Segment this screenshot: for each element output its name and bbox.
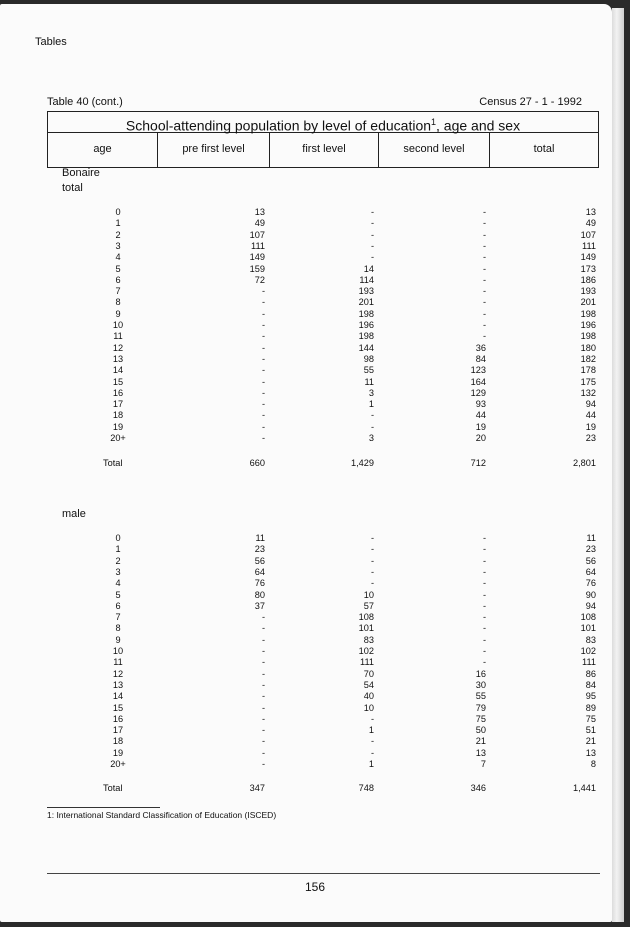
table-row (0, 611, 612, 623)
table-row (0, 364, 612, 376)
table-row (0, 376, 612, 388)
second-level-cell: 164 (470, 376, 486, 387)
table-row (0, 421, 612, 433)
second-level-cell: 30 (475, 679, 486, 690)
total-cell: 89 (585, 702, 596, 713)
document-page (0, 4, 612, 922)
table-title-text: School-attending population by level of education (125, 117, 432, 134)
second-level-cell: - (482, 612, 486, 623)
pre-first-level-cell: - (261, 668, 265, 679)
total-cell: 111 (582, 657, 596, 668)
column-header-second-level: second level (379, 132, 490, 167)
census-date: Census 27 - 1 - 1992 (479, 96, 582, 108)
table-row (0, 634, 612, 646)
total-cell: 23 (585, 433, 596, 443)
second-level-cell: - (482, 634, 486, 645)
second-level-cell: - (482, 286, 486, 297)
pre-first-level-cell: - (261, 691, 265, 702)
table-row (0, 353, 612, 365)
total-cell: 86 (585, 668, 596, 679)
table-row (0, 206, 612, 218)
total-cell: 108 (580, 612, 596, 623)
first-level-cell: 10 (363, 702, 374, 713)
table-title (48, 112, 598, 133)
first-level-cell: 102 (358, 646, 374, 656)
second-level-cell: 79 (475, 702, 486, 713)
age-cell: 4 (115, 252, 121, 263)
pre-first-level-cell: - (261, 759, 265, 769)
island-label: Bonaire (62, 167, 100, 179)
second-level-cell: 19 (475, 421, 486, 432)
total-cell: 111 (582, 240, 596, 251)
pre-first-level-cell: 72 (254, 274, 265, 285)
first-level-cell: 1 (368, 399, 374, 410)
table-row (0, 532, 612, 544)
first-level-cell: - (370, 252, 374, 263)
first-level-cell: 198 (358, 331, 374, 342)
total-cell: 101 (580, 623, 596, 634)
total-first-level: 748 (358, 783, 374, 793)
table-header-box (47, 111, 599, 168)
second-level-cell: - (482, 646, 486, 656)
age-cell: 2 (115, 555, 121, 566)
first-level-cell: 57 (363, 600, 374, 611)
pre-first-level-cell: - (261, 747, 265, 758)
total-cell: 19 (585, 421, 596, 432)
first-level-cell: - (370, 578, 374, 589)
first-level-cell: 70 (363, 668, 374, 679)
table-row (0, 589, 612, 601)
second-level-cell: 36 (475, 342, 486, 353)
total-cell: 175 (580, 376, 596, 387)
table-row (0, 296, 612, 308)
table-row (0, 713, 612, 725)
second-level-cell: - (482, 544, 486, 555)
table-row (0, 432, 612, 444)
age-cell: 4 (115, 578, 121, 589)
table-row (0, 263, 612, 275)
page-bottom-rule (47, 873, 600, 874)
table-row (0, 217, 612, 229)
total-second-level: 712 (470, 458, 486, 468)
second-level-cell: 44 (475, 410, 486, 421)
first-level-cell: - (370, 544, 374, 555)
age-cell: 20+ (110, 433, 126, 443)
pre-first-level-cell: - (261, 353, 265, 364)
total-cell: 173 (580, 263, 596, 274)
pre-first-level-cell: - (261, 342, 265, 353)
pre-first-level-cell: - (261, 679, 265, 690)
second-level-cell: - (482, 263, 486, 274)
pre-first-level-cell: 159 (249, 263, 265, 274)
pre-first-level-cell: - (261, 331, 265, 342)
second-level-cell: - (482, 218, 486, 229)
age-cell: 12 (112, 342, 124, 353)
table-row (0, 308, 612, 320)
second-level-cell: - (482, 657, 486, 668)
table-row (0, 555, 612, 567)
age-cell: 10 (112, 320, 124, 330)
table-row (0, 251, 612, 263)
age-cell: 1 (115, 544, 121, 555)
total-cell: 149 (580, 252, 596, 263)
first-level-cell: 111 (360, 657, 374, 668)
pre-first-level-cell: - (261, 634, 265, 645)
total-cell: 180 (580, 342, 596, 353)
column-header-total: total (533, 143, 555, 155)
first-level-cell: - (370, 229, 374, 240)
second-level-cell: 20 (475, 433, 486, 443)
age-cell: 19 (112, 747, 124, 758)
table-row (0, 622, 612, 634)
total-cell: 51 (585, 725, 596, 736)
age-cell: 7 (115, 612, 121, 623)
pre-first-level-cell: - (261, 320, 265, 330)
age-cell: 6 (115, 600, 121, 611)
footnote-marker: 1 (431, 117, 437, 127)
page-number: 156 (304, 880, 326, 894)
total-first-level: 1,429 (351, 458, 374, 468)
age-cell: 7 (115, 286, 121, 297)
column-header-pre-first-level: pre first level (158, 132, 270, 167)
age-cell: 20+ (110, 759, 126, 769)
table-row (0, 387, 612, 399)
pre-first-level-cell: 80 (254, 589, 265, 600)
pre-first-level-cell: 76 (254, 578, 265, 589)
second-level-cell: - (482, 207, 486, 217)
table-title-suffix: , age and sex (436, 117, 521, 134)
age-cell: 8 (115, 623, 121, 634)
age-cell: 16 (112, 713, 124, 724)
table-row (0, 577, 612, 589)
total-cell: 76 (585, 578, 596, 589)
total-total: 1,441 (573, 783, 596, 793)
first-level-cell: - (370, 218, 374, 229)
total-total: 2,801 (573, 458, 596, 468)
group-label-male: male (62, 508, 86, 520)
table-row (0, 319, 612, 331)
age-cell: 8 (115, 297, 121, 308)
total-cell: 102 (580, 646, 596, 656)
first-level-cell: 98 (363, 353, 374, 364)
pre-first-level-cell: - (261, 657, 265, 668)
age-cell: 10 (112, 646, 124, 656)
pre-first-level-cell: - (261, 297, 265, 308)
second-level-cell: - (482, 274, 486, 285)
second-level-cell: 75 (475, 713, 486, 724)
first-level-cell: 101 (358, 623, 374, 634)
second-level-cell: 13 (475, 747, 486, 758)
total-label: Total (103, 458, 123, 468)
age-cell: 2 (115, 229, 121, 240)
age-cell: 19 (112, 421, 124, 432)
age-cell: 15 (112, 376, 124, 387)
age-cell: 0 (115, 207, 121, 217)
total-cell: 13 (585, 747, 596, 758)
age-cell: 14 (112, 365, 124, 376)
first-level-cell: - (370, 566, 374, 577)
pre-first-level-cell: 23 (254, 544, 265, 555)
second-level-cell: - (482, 555, 486, 566)
second-level-cell: - (482, 578, 486, 589)
second-level-cell: 55 (475, 691, 486, 702)
pre-first-level-cell: - (261, 376, 265, 387)
total-pre-first-level: 347 (249, 783, 265, 793)
total-cell: 182 (580, 353, 596, 364)
second-level-cell: - (482, 589, 486, 600)
second-level-cell: 16 (475, 668, 486, 679)
total-cell: 198 (580, 331, 596, 342)
pre-first-level-cell: - (261, 387, 265, 398)
second-level-cell: 123 (470, 365, 486, 376)
second-level-cell: - (482, 297, 486, 308)
total-label: Total (103, 783, 123, 793)
pre-first-level-cell: 11 (255, 533, 265, 543)
total-cell: 83 (585, 634, 596, 645)
footnote-divider (47, 807, 160, 808)
second-level-cell: 7 (480, 759, 486, 769)
total-cell: 196 (580, 320, 596, 330)
pre-first-level-cell: - (261, 433, 265, 443)
pre-first-level-cell: - (261, 646, 265, 656)
total-cell: 49 (585, 218, 596, 229)
total-cell: 201 (580, 297, 596, 308)
age-cell: 1 (115, 218, 121, 229)
group-label-total: total (62, 182, 83, 194)
pre-first-level-cell: - (261, 365, 265, 376)
pre-first-level-cell: - (261, 713, 265, 724)
second-level-cell: - (482, 229, 486, 240)
table-row (0, 240, 612, 252)
total-cell: 132 (580, 387, 596, 398)
age-cell: 9 (115, 634, 121, 645)
first-level-cell: 193 (358, 286, 374, 297)
table-row (0, 758, 612, 770)
pre-first-level-cell: 149 (249, 252, 265, 263)
age-cell: 3 (115, 566, 121, 577)
second-level-cell: - (482, 308, 486, 319)
total-second-level: 346 (470, 783, 486, 793)
total-cell: 13 (585, 207, 596, 217)
total-cell: 8 (590, 759, 596, 769)
first-level-cell: 1 (368, 759, 374, 769)
second-level-cell: - (482, 240, 486, 251)
table-row (0, 645, 612, 657)
age-cell: 6 (115, 274, 121, 285)
running-head: Tables (35, 36, 67, 48)
age-cell: 3 (115, 240, 121, 251)
age-cell: 5 (115, 263, 121, 274)
pre-first-level-cell: - (261, 736, 265, 747)
table-row (0, 724, 612, 736)
pre-first-level-cell: 64 (254, 566, 265, 577)
age-cell: 17 (112, 725, 124, 736)
second-level-cell: 50 (475, 725, 486, 736)
table-row (0, 274, 612, 286)
total-cell: 90 (585, 589, 596, 600)
table-row (0, 285, 612, 297)
first-level-cell: 83 (363, 634, 374, 645)
pre-first-level-cell: 107 (249, 229, 265, 240)
pre-first-level-cell: - (261, 702, 265, 713)
total-row (0, 782, 612, 794)
total-cell: 84 (585, 679, 596, 690)
table-row (0, 409, 612, 421)
second-level-cell: - (482, 320, 486, 330)
second-level-cell: 21 (475, 736, 486, 747)
age-cell: 18 (112, 410, 124, 421)
column-header-first-level: first level (270, 132, 379, 167)
pre-first-level-cell: - (261, 308, 265, 319)
total-cell: 193 (580, 286, 596, 297)
age-cell: 0 (115, 533, 121, 543)
age-cell: 16 (112, 387, 124, 398)
age-cell: 18 (112, 736, 124, 747)
first-level-cell: - (370, 555, 374, 566)
second-level-cell: - (482, 623, 486, 634)
pre-first-level-cell: 49 (254, 218, 265, 229)
first-level-cell: 108 (358, 612, 374, 623)
table-row (0, 543, 612, 555)
first-level-cell: 55 (363, 365, 374, 376)
table-row (0, 229, 612, 241)
table-row (0, 690, 612, 702)
first-level-cell: 3 (368, 433, 374, 443)
table-row (0, 656, 612, 668)
first-level-cell: - (370, 736, 374, 747)
first-level-cell: 201 (358, 297, 374, 308)
pre-first-level-cell: 37 (254, 600, 265, 611)
total-cell: 94 (585, 600, 596, 611)
total-cell: 44 (585, 410, 596, 421)
pre-first-level-cell: - (261, 399, 265, 410)
first-level-cell: 198 (358, 308, 374, 319)
table-row (0, 398, 612, 410)
total-cell: 198 (580, 308, 596, 319)
age-cell: 13 (112, 679, 124, 690)
age-cell: 11 (113, 657, 123, 668)
age-cell: 11 (113, 331, 123, 342)
pre-first-level-cell: 111 (251, 240, 265, 251)
age-cell: 5 (115, 589, 121, 600)
second-level-cell: - (482, 600, 486, 611)
column-header-age: age (48, 132, 158, 167)
total-cell: 21 (585, 736, 596, 747)
total-pre-first-level: 660 (249, 458, 265, 468)
table-label: Table 40 (cont.) (47, 96, 123, 108)
page-edge-shadow (612, 8, 624, 922)
pre-first-level-cell: 13 (254, 207, 265, 217)
age-cell: 17 (112, 399, 124, 410)
second-level-cell: 84 (475, 353, 486, 364)
first-level-cell: 144 (358, 342, 374, 353)
pre-first-level-cell: - (261, 421, 265, 432)
first-level-cell: 14 (363, 263, 374, 274)
total-cell: 11 (586, 533, 596, 543)
first-level-cell: - (370, 207, 374, 217)
total-cell: 75 (585, 713, 596, 724)
first-level-cell: 54 (363, 679, 374, 690)
pre-first-level-cell: - (261, 623, 265, 634)
second-level-cell: 93 (475, 399, 486, 410)
table-row (0, 342, 612, 354)
table-row (0, 330, 612, 342)
table-row (0, 668, 612, 680)
first-level-cell: 11 (364, 376, 374, 387)
first-level-cell: - (370, 421, 374, 432)
second-level-cell: - (482, 566, 486, 577)
second-level-cell: 129 (470, 387, 486, 398)
table-row (0, 566, 612, 578)
first-level-cell: 114 (359, 274, 374, 285)
pre-first-level-cell: 56 (254, 555, 265, 566)
total-cell: 95 (585, 691, 596, 702)
first-level-cell: - (370, 240, 374, 251)
total-cell: 94 (585, 399, 596, 410)
pre-first-level-cell: - (261, 410, 265, 421)
table-row (0, 747, 612, 759)
age-cell: 9 (115, 308, 121, 319)
total-row (0, 457, 612, 469)
table-row (0, 702, 612, 714)
second-level-cell: - (482, 331, 486, 342)
age-cell: 12 (112, 668, 124, 679)
age-cell: 14 (112, 691, 124, 702)
pre-first-level-cell: - (261, 612, 265, 623)
second-level-cell: - (482, 533, 486, 543)
age-cell: 15 (112, 702, 124, 713)
total-cell: 107 (580, 229, 596, 240)
footnote: 1: International Standard Classification of Education (ISCED) (47, 810, 277, 820)
total-cell: 23 (585, 544, 596, 555)
first-level-cell: 10 (363, 589, 374, 600)
total-cell: 64 (585, 566, 596, 577)
first-level-cell: - (370, 747, 374, 758)
table-row (0, 679, 612, 691)
pre-first-level-cell: - (261, 725, 265, 736)
first-level-cell: 40 (363, 691, 374, 702)
second-level-cell: - (482, 252, 486, 263)
pre-first-level-cell: - (261, 286, 265, 297)
table-row (0, 600, 612, 612)
first-level-cell: - (370, 713, 374, 724)
total-cell: 56 (585, 555, 596, 566)
first-level-cell: - (370, 410, 374, 421)
first-level-cell: 1 (368, 725, 374, 736)
first-level-cell: 196 (358, 320, 374, 330)
total-cell: 186 (580, 274, 596, 285)
first-level-cell: 3 (368, 387, 374, 398)
total-cell: 178 (580, 365, 596, 376)
table-row (0, 735, 612, 747)
age-cell: 13 (112, 353, 124, 364)
first-level-cell: - (370, 533, 374, 543)
